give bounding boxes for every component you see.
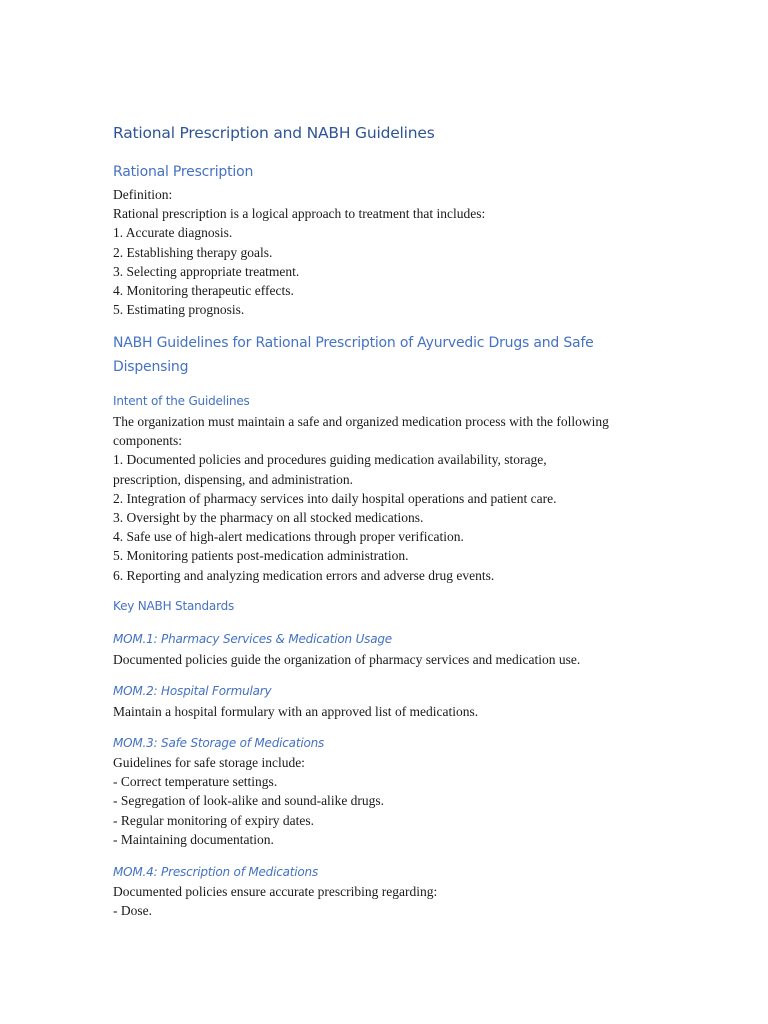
mom3-body — [113, 753, 384, 849]
heading-key-standards: Key NABH Standards — [113, 599, 235, 613]
heading-mom4: MOM.4: Prescription of Medications — [113, 865, 319, 879]
heading-mom1: MOM.1: Pharmacy Services & Medication Usage — [113, 632, 392, 646]
list-item: - Maintaining documentation. — [113, 831, 274, 847]
list-item: - Dose. — [113, 903, 152, 919]
heading-mom3: MOM.3: Safe Storage of Medications — [113, 736, 325, 750]
mom1-body — [113, 650, 580, 669]
list-item: 2. Establishing therapy goals. — [113, 244, 273, 260]
list-item: 3. Selecting appropriate treatment. — [113, 263, 300, 279]
list-item: 4. Monitoring therapeutic effects. — [113, 283, 294, 299]
intent-body — [113, 412, 609, 585]
list-item: 3. Oversight by the pharmacy on all stocked medications. — [113, 510, 424, 526]
list-item: - Regular monitoring of expiry dates. — [113, 812, 314, 828]
body-line: Rational prescription is a logical approach to treatment that includes: — [113, 206, 486, 222]
list-item: 1. Accurate diagnosis. — [113, 225, 233, 241]
list-item: - Segregation of look-alike and sound-alike drugs. — [113, 793, 385, 809]
body-line: Documented policies guide the organization of pharmacy services and medication use. — [113, 652, 581, 667]
list-item: 5. Monitoring patients post-medication administration. — [113, 548, 409, 564]
heading-mom2: MOM.2: Hospital Formulary — [113, 684, 272, 698]
list-item: - Correct temperature settings. — [113, 774, 278, 790]
body-line: Documented policies ensure accurate prescribing regarding: — [113, 884, 438, 899]
list-item: 5. Estimating prognosis. — [113, 302, 245, 318]
mom4-body — [113, 882, 437, 920]
body-line: Guidelines for safe storage include: — [113, 755, 305, 770]
heading-nabh-guidelines — [113, 331, 713, 379]
body-line: The organization must maintain a safe and organized medication process with the following — [113, 414, 609, 429]
rational-prescription-body — [113, 185, 485, 319]
list-item: 4. Safe use of high-alert medications through proper verification. — [113, 529, 464, 545]
list-item: 6. Reporting and analyzing medication errors and adverse drug events. — [113, 567, 495, 583]
heading-rational-prescription: Rational Prescription — [113, 164, 254, 180]
body-line: Definition: — [113, 187, 173, 202]
list-item: prescription, dispensing, and administration. — [113, 471, 353, 487]
mom2-body — [113, 702, 478, 721]
body-line: Maintain a hospital formulary with an approved list of medications. — [113, 704, 479, 719]
body-line: components: — [113, 433, 182, 449]
heading-intent: Intent of the Guidelines — [113, 394, 250, 408]
document-title: Rational Prescription and NABH Guidelines — [113, 124, 435, 142]
list-item: 1. Documented policies and procedures guiding medication availability, storage, — [113, 452, 547, 468]
heading-line: Dispensing — [113, 359, 189, 375]
heading-line: NABH Guidelines for Rational Prescription of Ayurvedic Drugs and Safe — [113, 335, 594, 351]
list-item: 2. Integration of pharmacy services into daily hospital operations and patient care. — [113, 490, 557, 506]
